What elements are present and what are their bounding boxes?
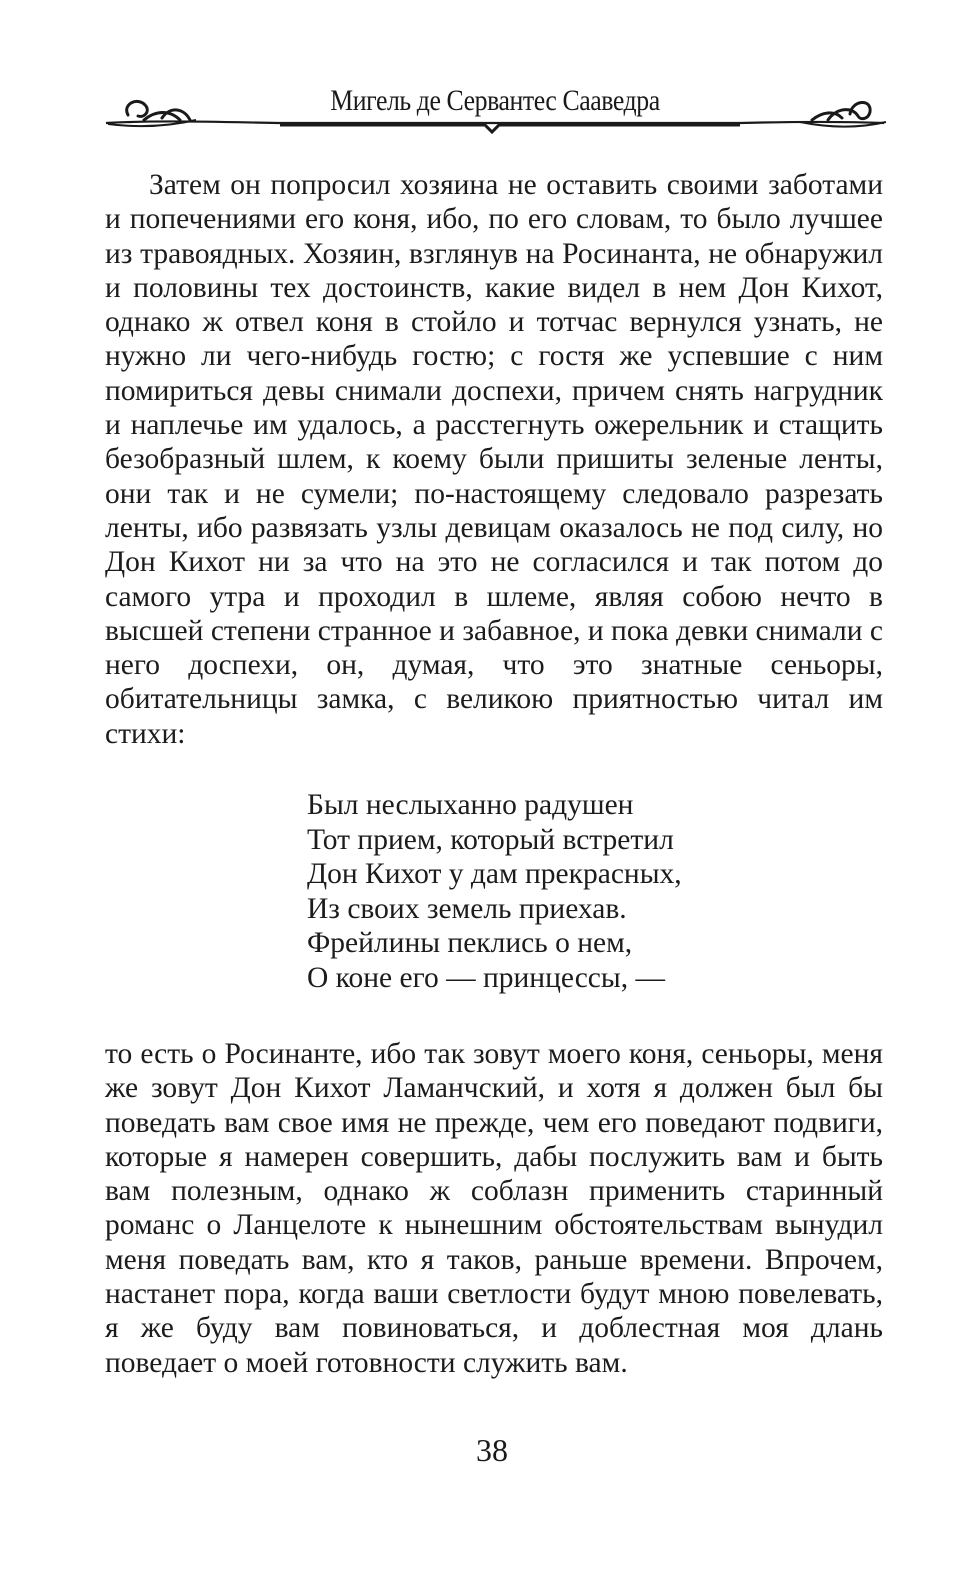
verse-stanza <box>307 788 827 996</box>
verse-line: О коне его — принцессы, — <box>307 961 665 994</box>
paragraph: то есть о Росинанте, ибо так зовут моего коня, сеньоры, меня же зовут Дон Кихот Ламанчский, и хотя я должен был бы поведать вам свое имя не прежде, чем его поведают подвиги, которые я намерен совершить, дабы послужить вам и быть вам полезным, однако ж соблазн применить старинный романс о Ланцелоте к нынешним обстоятельствам вынудил меня поведать вам, кто я таков, раньше времени. Впрочем, настанет пора, когда ваши светлости будут мною повелевать, я же буду вам повиноваться, и доблестная моя длань поведает о моей готовности служить вам. <box>105 1038 883 1379</box>
page-number: 38 <box>476 1432 508 1468</box>
verse-line: Был неслыханно радушен <box>307 789 634 821</box>
verse-line: Из своих земель приехав. <box>307 892 627 925</box>
running-title: Мигель де Сервантес Сааведра <box>330 84 660 117</box>
paragraph: Затем он попросил хозяина не оставить своими заботами и попечениями его коня, ибо, по его словам, то было лучшее из травоядных. Хозяин, взглянув на Росинанта, не обнаружил и половины тех достоинств, какие видел в нем Дон Кихот, однако ж отвел коня в стойло и тотчас вернулся узнать, не нужно ли чего-нибудь гостю; с гостя же успевшие с ним помириться девы снимали доспехи, причем снять нагрудник и наплечье им удалось, а расстегнуть ожерельник и стащить безобразный шлем, к коему были пришиты зеленые ленты, они так и не сумели; по-настоящему следовало разрезать ленты, ибо развязать узлы девицам оказалось не под силу, но Дон Кихот ни за что на это не согласился и так потом до самого утра и проходил в шлеме, являя собою нечто в высшей степени странное и забавное, и пока девки снимали с него доспехи, он, думая, что это знатные сеньоры, обитательницы замка, с великою приятностью читал им стихи: <box>105 169 883 750</box>
body-text-top <box>105 168 883 751</box>
verse-line: Тот прием, который встретил <box>307 823 674 856</box>
body-text-bottom <box>105 1037 883 1380</box>
verse-line: Фрейлины пеклись о нем, <box>307 927 633 960</box>
running-head <box>100 76 890 146</box>
verse-line: Дон Кихот у дам прекрасных, <box>307 858 682 891</box>
